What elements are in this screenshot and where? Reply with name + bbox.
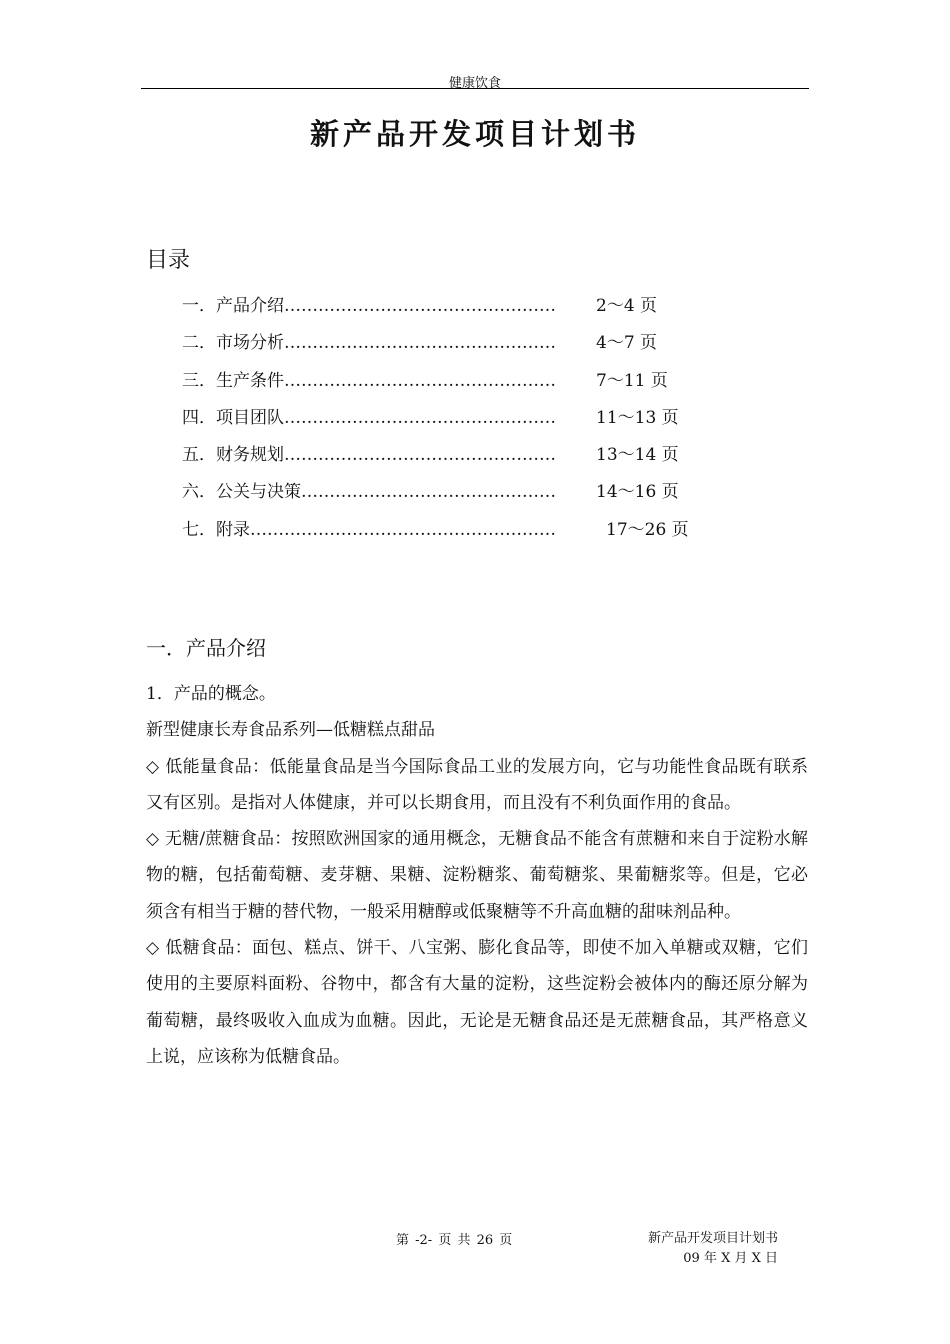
toc-entry-pages: 7～11 页 [596, 370, 668, 391]
paragraph: ◇ 无糖/蔗糖食品：按照欧洲国家的通用概念，无糖食品不能含有蔗糖和来自于淀粉水解物的糖，包括葡萄糖、麦芽糖、果糖、淀粉糖浆、葡萄糖浆、果葡糖浆等。但是，它必须含有相当于糖的替代物，一般采用糖醇或低聚糖等不升高血糖的甜味剂品种。 [146, 829, 808, 922]
paragraph: ◇ 低能量食品：低能量食品是当今国际食品工业的发展方向，它与功能性食品既有联系又有区别。是指对人体健康，并可以长期食用，而且没有不利负面作用的食品。 [146, 756, 808, 813]
section-heading: 一．产品介绍 [146, 636, 266, 660]
footer-doc-info [600, 1229, 778, 1269]
running-header: 健康饮食 [448, 76, 501, 91]
toc-entry[interactable] [182, 516, 742, 553]
toc-entry-pages: 4～7 页 [596, 333, 658, 354]
toc-entry-pages: 14～16 页 [596, 482, 679, 503]
toc-heading: 目录 [146, 248, 191, 273]
toc-entry[interactable] [182, 478, 742, 515]
toc-entry-label: 三．生产条件………………………………………… [182, 370, 556, 391]
header-divider [141, 88, 809, 89]
toc-entry[interactable] [182, 441, 742, 478]
toc-entry-label: 一．产品介绍………………………………………… [182, 296, 556, 316]
toc-entry-pages: 11～13 页 [596, 407, 679, 428]
toc-entry-pages: 17～26 页 [606, 519, 689, 540]
toc-entry-label: 七．附录……………………………………………… [182, 519, 556, 540]
toc-entry-label: 四．项目团队………………………………………… [182, 407, 556, 428]
toc-entry[interactable] [182, 292, 742, 329]
table-of-contents [182, 292, 742, 553]
toc-entry[interactable] [182, 329, 742, 366]
paragraph: ◇ 低糖食品：面包、糕点、饼干、八宝粥、膨化食品等，即使不加入单糖或双糖，它们使用的主要原料面粉、谷物中，都含有大量的淀粉，这些淀粉会被体内的酶还原分解为葡萄糖，最终吸收入血成为血糖。因此，无论是无糖食品还是无蔗糖食品，其严格意义上说，应该称为低糖食品。 [146, 938, 808, 1067]
toc-entry[interactable] [182, 404, 742, 441]
page-number: 第 -2- 页 共 26 页 [396, 1233, 513, 1248]
document-title: 新产品开发项目计划书 [309, 117, 640, 151]
toc-entry-label: 五．财务规划………………………………………… [182, 445, 556, 466]
toc-entry[interactable] [182, 367, 742, 404]
footer-date: 09 年 X 月 X 日 [683, 1251, 778, 1266]
paragraph: 新型健康长寿食品系列—低糖糕点甜品 [146, 720, 435, 741]
footer-doc-name: 新产品开发项目计划书 [647, 1231, 778, 1246]
toc-entry-label: 二．市场分析………………………………………… [182, 333, 556, 354]
toc-entry-label: 六．公关与决策……………………………………… [182, 482, 556, 503]
toc-entry-pages: 2～4 页 [596, 296, 658, 316]
paragraph: 1．产品的概念。 [146, 684, 276, 704]
toc-entry-pages: 13～14 页 [596, 445, 679, 466]
section-body [146, 676, 808, 1075]
